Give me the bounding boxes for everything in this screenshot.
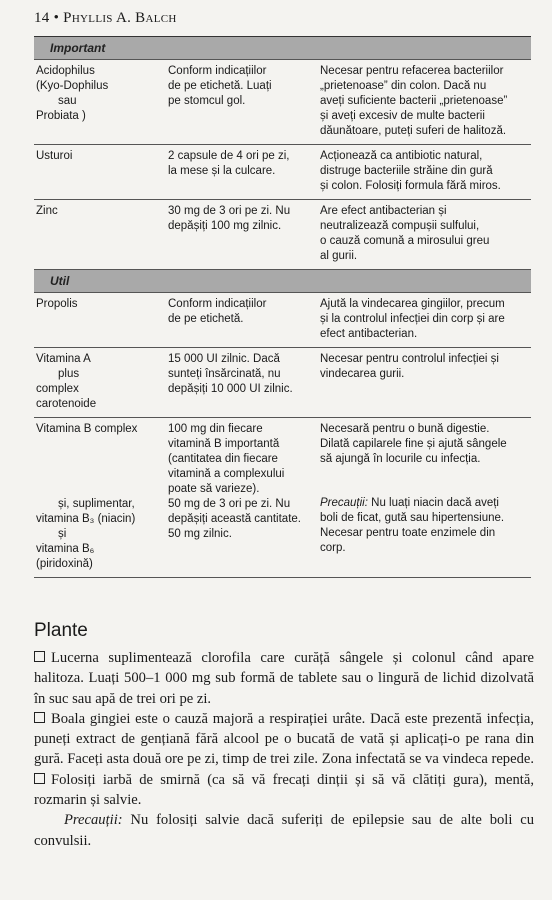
name-line: și <box>58 528 67 540</box>
comments <box>320 60 531 144</box>
section-important: Important <box>34 37 531 60</box>
checkbox-square-icon <box>34 712 45 723</box>
name-line: sau <box>58 95 77 107</box>
dose-line: pe stomcul gol. <box>168 95 246 107</box>
table-row-propolis <box>34 293 531 348</box>
table-row-usturoi <box>34 145 531 200</box>
name-line: Propolis <box>36 298 78 310</box>
note-line: neutralizează compușii sulfului, <box>320 220 480 232</box>
note-line: Acționează ca antibiotic natural, <box>320 150 483 162</box>
comments <box>320 200 531 269</box>
dose-line: 50 mg zilnic. <box>168 528 232 540</box>
comments <box>320 293 531 347</box>
name-line: Vitamina A <box>36 353 91 365</box>
author-name: Phyllis A. Balch <box>63 10 177 26</box>
dosage <box>168 60 320 144</box>
name-line: Vitamina B complex <box>36 423 138 435</box>
note-line: efect antibacterian. <box>320 328 418 340</box>
list-item <box>34 648 534 709</box>
note-line: și colon. Folosiți formula fără miros. <box>320 180 501 192</box>
section-heading-plante: Plante <box>34 620 88 641</box>
supplement-name <box>34 293 168 347</box>
note-line: boli de ficat, gută sau hipertensiune. <box>320 512 505 524</box>
name-line: plus <box>58 368 80 380</box>
comments <box>320 348 531 417</box>
note-line: corp. <box>320 542 346 554</box>
precaution-label: Precauții: <box>64 812 123 829</box>
note-line: dăunătoare, puteți suferi de halitoză. <box>320 125 507 137</box>
item-text: Folosiți iarbă de smirnă (ca să vă frecați dinții și să vă clătiți gura), mentă, rozmarin și salvie. <box>34 771 534 809</box>
dose-line: de pe etichetă. Luați <box>168 80 272 92</box>
dose-line: vitamină a complexului <box>168 468 285 480</box>
dose-line: 30 mg de 3 ori pe zi. Nu <box>168 205 291 217</box>
note-line: Necesar pentru refacerea bacteriilor <box>320 65 504 77</box>
supplement-name <box>34 200 168 269</box>
dosage <box>168 145 320 199</box>
note-line: să ajungă în locurile cu infecția. <box>320 453 481 465</box>
table-row-zinc <box>34 200 531 270</box>
name-line: complex <box>36 383 79 395</box>
name-line: Usturoi <box>36 150 73 162</box>
note-line: Ajută la vindecarea gingiilor, precum <box>320 298 505 310</box>
supplement-name <box>34 145 168 199</box>
plante-body <box>34 648 534 851</box>
note-line: aveți suficiente bacterii „prietenoase” <box>320 95 508 107</box>
precaution-text: Nu folosiți salvie dacă suferiți de epilepsie sau de alte boli cu convulsii. <box>34 812 534 849</box>
dose-line: sunteți însărcinată, nu <box>168 368 281 380</box>
list-item <box>34 709 534 770</box>
section-util: Util <box>34 270 531 293</box>
dose-line: (cantitatea din fiecare <box>168 453 278 465</box>
note-line: vindecarea gurii. <box>320 368 405 380</box>
note-line: Necesar pentru controlul infecției și <box>320 353 499 365</box>
note-line: Necesar pentru toate enzimele din <box>320 527 496 539</box>
note-line: Necesară pentru o bună digestie. <box>320 423 490 435</box>
precaution-label: Precauții: <box>320 497 368 509</box>
dose-line: Conform indicațiilor <box>168 298 267 310</box>
dose-line: 2 capsule de 4 ori pe zi, <box>168 150 290 162</box>
name-line: (Kyo-Dophilus <box>36 80 109 92</box>
precaution-paragraph <box>34 810 534 851</box>
dose-line: poate să varieze). <box>168 483 260 495</box>
dosage <box>168 418 320 577</box>
table-row-vitamina-a <box>34 348 531 418</box>
name-line: (piridoxină) <box>36 558 93 570</box>
name-line: Zinc <box>36 205 58 217</box>
note-line: o cauză comună a mirosului greu <box>320 235 490 247</box>
comments <box>320 145 531 199</box>
name-line: vitamina B₆ <box>36 543 95 555</box>
note-line: „prietenoase” din colon. Dacă nu <box>320 80 487 92</box>
name-line: Acidophilus <box>36 65 95 77</box>
table-row-acidophilus <box>34 60 531 145</box>
precaution-text: Nu luați niacin dacă aveți <box>367 497 499 509</box>
supplement-name <box>34 60 168 144</box>
note-line: distruge bacteriile străine din gură <box>320 165 493 177</box>
dose-line: depășiți această cantitate. <box>168 513 301 525</box>
checkbox-square-icon <box>34 773 45 784</box>
name-line: vitamina B₃ (niacin) <box>36 513 136 525</box>
checkbox-square-icon <box>34 651 45 662</box>
note-line: Are efect antibacterian și <box>320 205 447 217</box>
item-text: Lucerna suplimentează clorofila care curăță sângele și colonul când apare halitoza. Luați 500–1 000 mg sub formă de tablete sau o lingură de lichid dizolvată în suc sau apă de trei ori pe zi. <box>34 650 534 707</box>
dose-line: Conform indicațiilor <box>168 65 267 77</box>
comments <box>320 418 531 577</box>
note-line: Dilată capilarele fine și ajută sângele <box>320 438 507 450</box>
dose-line: 100 mg din fiecare <box>168 423 263 435</box>
header-bullet: • <box>53 10 60 26</box>
name-line: și, suplimentar, <box>58 498 135 510</box>
name-line: carotenoide <box>36 398 97 410</box>
dosage <box>168 348 320 417</box>
precaution-line <box>320 496 531 511</box>
dose-line: vitamină B importantă <box>168 438 280 450</box>
supplement-name <box>34 418 168 577</box>
dose-line: la mese și la culcare. <box>168 165 276 177</box>
dose-line: depășiți 100 mg zilnic. <box>168 220 282 232</box>
dose-line: 15 000 UI zilnic. Dacă <box>168 353 280 365</box>
dose-line: de pe etichetă. <box>168 313 244 325</box>
table-row-vitamina-b <box>34 418 531 578</box>
note-line: și aveți excesiv de multe bacterii <box>320 110 485 122</box>
dose-line: depășiți 10 000 UI zilnic. <box>168 383 293 395</box>
page-number: 14 <box>34 10 50 26</box>
supplements-table <box>34 36 531 578</box>
page-header <box>34 10 177 27</box>
name-line: Probiata ) <box>36 110 86 122</box>
note-line: și la controlul infecției din corp și are <box>320 313 505 325</box>
dosage <box>168 293 320 347</box>
dosage <box>168 200 320 269</box>
list-item <box>34 770 534 811</box>
supplement-name <box>34 348 168 417</box>
dose-line: 50 mg de 3 ori pe zi. Nu <box>168 498 291 510</box>
item-text: Boala gingiei este o cauză majoră a respirației urâte. Dacă este prezentă infecția, puneți extract de gențiană fără alcool pe o bucată de vată și aplicați-o pe rana din gură. Faceți asta două ore pe zi, timp de trei zile. Zona infectată se va vindeca repede. <box>34 710 535 768</box>
note-line: al gurii. <box>320 250 358 262</box>
